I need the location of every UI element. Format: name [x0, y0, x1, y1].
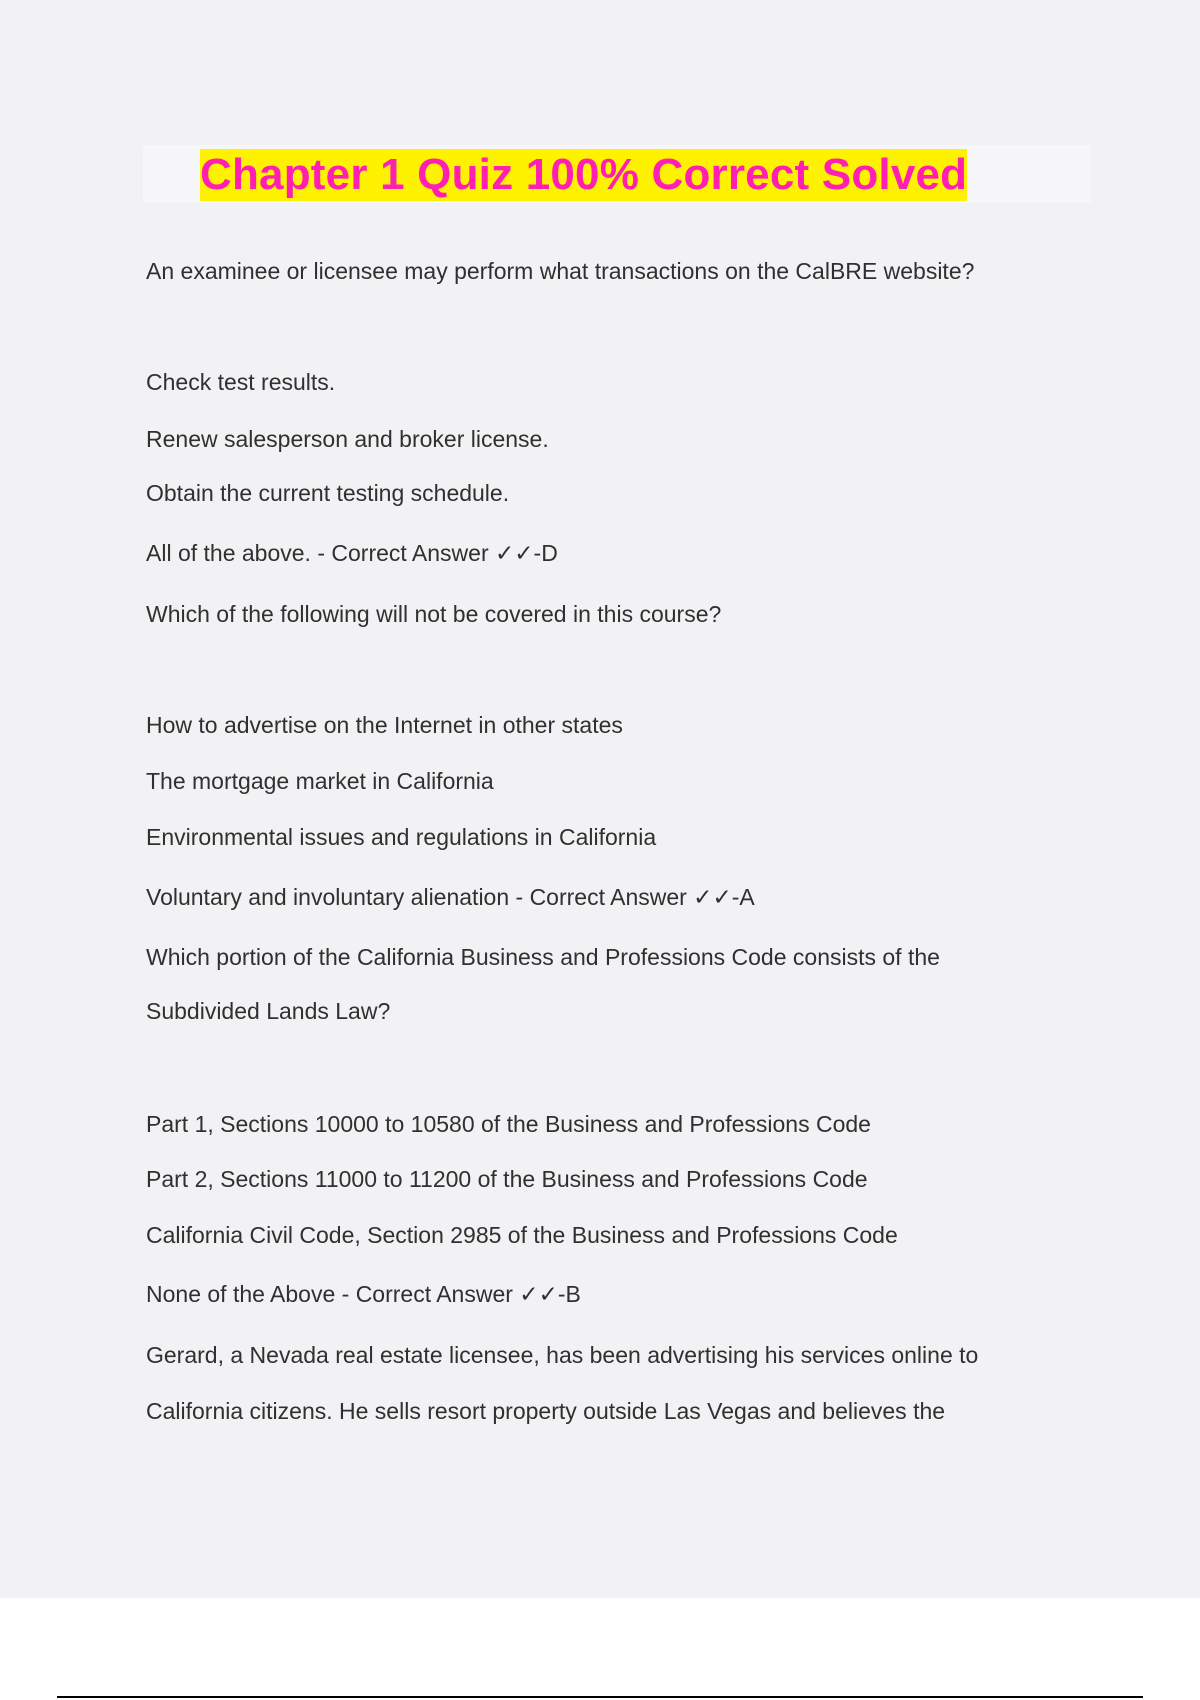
correct-answer: None of the Above - Correct Answer ✓✓-B	[146, 1281, 581, 1307]
question-2: Which of the following will not be covered in this course?	[146, 601, 722, 627]
answer-option: How to advertise on the Internet in other states	[146, 712, 623, 738]
answer-option: Check test results.	[146, 369, 336, 395]
question-1: An examinee or licensee may perform what transactions on the CalBRE website?	[146, 258, 975, 284]
footer-rule	[57, 1696, 1143, 1698]
answer-option: California Civil Code, Section 2985 of the Business and Professions Code	[146, 1222, 898, 1248]
answer-option: The mortgage market in California	[146, 768, 494, 794]
correct-answer: All of the above. - Correct Answer ✓✓-D	[146, 540, 558, 566]
correct-answer: Voluntary and involuntary alienation - Correct Answer ✓✓-A	[146, 884, 755, 910]
answer-option: Obtain the current testing schedule.	[146, 480, 510, 506]
question-3: Which portion of the California Business and Professions Code consists of the	[146, 944, 940, 970]
question-4: Gerard, a Nevada real estate licensee, has been advertising his services online to	[146, 1342, 979, 1368]
answer-option: Renew salesperson and broker license.	[146, 426, 549, 452]
page-title: Chapter 1 Quiz 100% Correct Solved	[200, 150, 968, 199]
answer-option: Part 1, Sections 10000 to 10580 of the Business and Professions Code	[146, 1111, 871, 1137]
question-4-continued: California citizens. He sells resort property outside Las Vegas and believes the	[146, 1398, 946, 1424]
answer-option: Environmental issues and regulations in California	[146, 824, 657, 850]
answer-option: Part 2, Sections 11000 to 11200 of the Business and Professions Code	[146, 1166, 868, 1192]
question-3-continued: Subdivided Lands Law?	[146, 998, 391, 1024]
